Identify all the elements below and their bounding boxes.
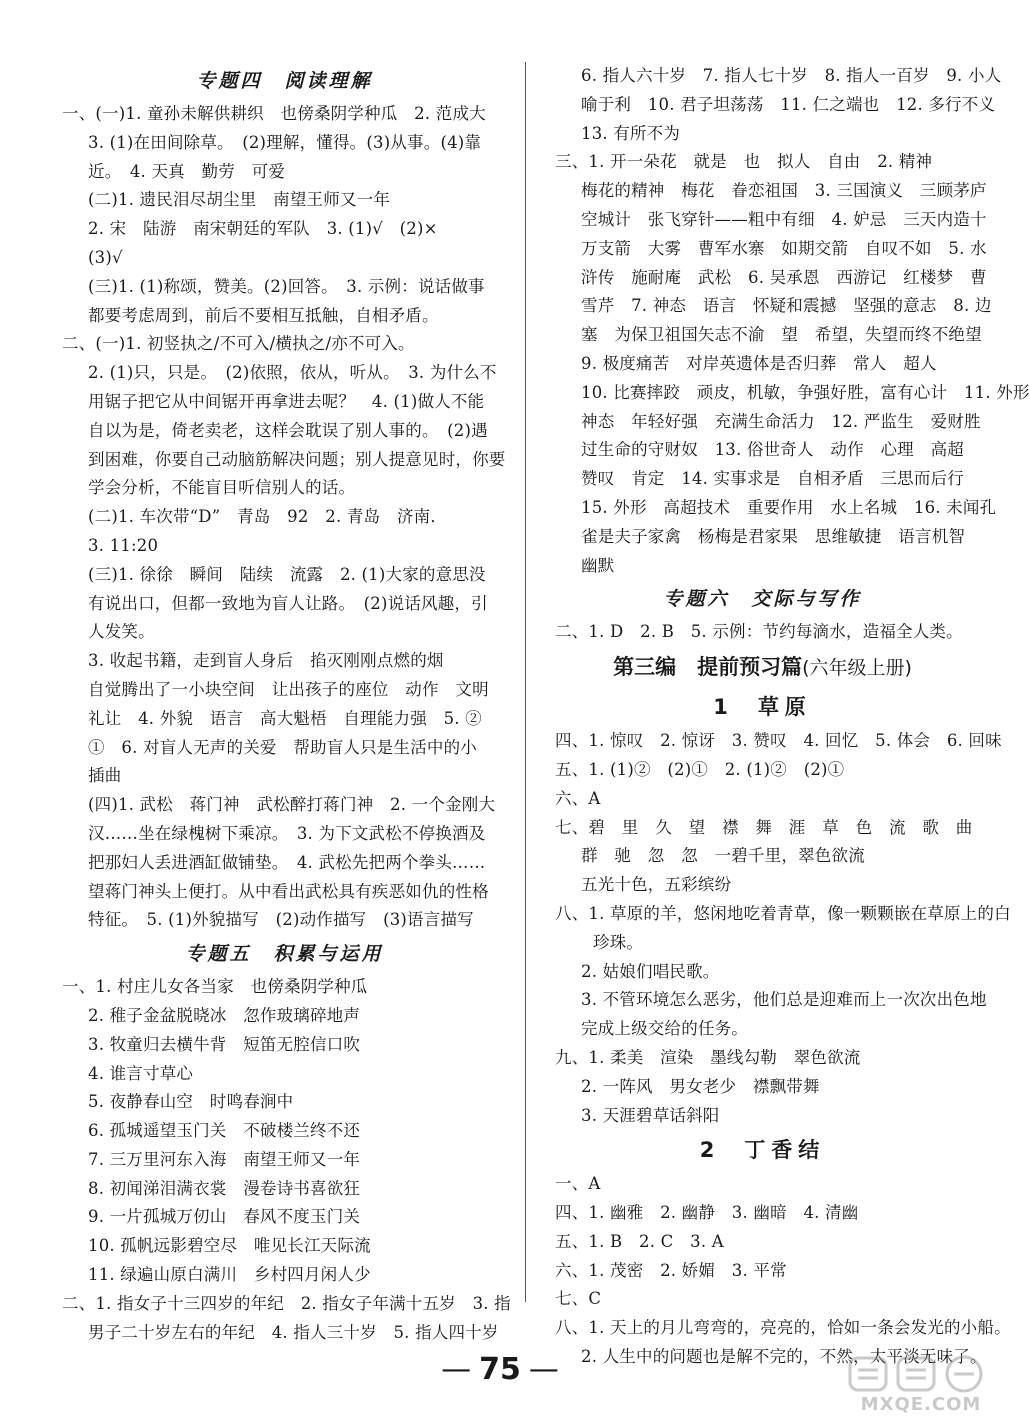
answer-line: 2. 姑娘们唱民歌。 [581, 961, 720, 981]
watermark-icon [846, 1352, 996, 1396]
lesson-title: 草原 [757, 695, 812, 720]
answer-line: 完成上级交给的任务。 [581, 1019, 748, 1039]
answer-line: 六、A [555, 788, 601, 808]
answer-line: 3. 不管环境怎么恶劣，他们总是迎难而上一次次出色地 [581, 990, 987, 1010]
column-divider [525, 62, 526, 1302]
answer-line: ① 6. 对盲人无声的关爱 帮助盲人只是生活中的小 [88, 737, 477, 757]
answer-line: 礼让 4. 外貌 语言 高大魁梧 自理能力强 5. ② [88, 708, 482, 728]
answer-line: 11. 绿遍山原白满川 乡村四月闲人少 [88, 1265, 371, 1285]
answer-line: 近。 4. 天真 勤劳 可爱 [88, 161, 286, 181]
right-column [555, 62, 1030, 1372]
page-number-value: 75 [479, 1352, 521, 1387]
answer-line: (二)1. 车次带“D” 青岛 92 2. 青岛 济南． [88, 507, 448, 527]
answer-line: (三)1. 徐徐 瞬间 陆续 流露 2. (1)大家的意思没 [88, 564, 486, 584]
answer-line: (二)1. 遗民泪尽胡尘里 南望王师又一年 [88, 190, 391, 210]
answer-line: 7. 三万里河东入海 南望王师又一年 [88, 1149, 361, 1169]
answer-line: 6. 指人六十岁 7. 指人七十岁 8. 指人一百岁 9. 小人 [581, 66, 1002, 85]
answer-line: 五光十色，五彩缤纷 [581, 875, 732, 895]
answer-line: 汉……坐在绿槐树下乘凉。 3. 为下文武松不停换酒及 [88, 823, 486, 843]
answer-line: 二、(一)1. 初竖执之/不可入/横执之/亦不可入。 [62, 334, 415, 354]
answer-line: 特征。 5. (1)外貌描写 (2)动作描写 (3)语言描写 [88, 910, 474, 930]
left-column [62, 62, 511, 1347]
section-heading: 专题六 交际与写作 [663, 588, 862, 611]
answer-line: 自以为是，倚老卖老，这样会耽误了别人事的。 (2)遇 [88, 420, 488, 440]
answer-line: 幽默 [581, 555, 615, 575]
answer-line: 六、1. 茂密 2. 娇媚 3. 平常 [555, 1260, 787, 1280]
answer-line: (四)1. 武松 蒋门神 武松醉打蒋门神 2. 一个金刚大 [88, 795, 496, 815]
answer-line: 13. 有所不为 [581, 123, 681, 143]
answer-line: 把那妇人丢进酒缸做铺垫。 4. 武松先把两个拳头…… [88, 852, 486, 872]
answer-line: 学会分析，不能盲目听信别人的话。 [88, 478, 356, 498]
part-heading-subtitle: (六年级上册) [802, 657, 912, 680]
answer-line: 八、1. 草原的羊，悠闲地吃着青草，像一颗颗嵌在草原上的白 [555, 903, 1011, 923]
answer-line: 都要考虑周到，前后不要相互抵触，自相矛盾。 [88, 305, 439, 325]
answer-line: 赞叹 肯定 14. 实事求是 自相矛盾 三思而后行 [581, 469, 964, 489]
answer-line: 二、1. D 2. B 5. 示例：节约每滴水，造福全人类。 [555, 622, 963, 642]
answer-line: 空城计 张飞穿针——粗中有细 4. 妒忌 三天内造十 [581, 209, 987, 229]
answer-line: 自觉腾出了一小块空间 让出孩子的座位 动作 文明 [88, 679, 489, 699]
answer-line: (三)1. (1)称颂，赞美。(2)回答。 3. 示例：说话做事 [88, 276, 485, 296]
answer-line: 五、1. (1)② (2)① 2. (1)② (2)① [555, 759, 845, 779]
part-heading-title: 第三编 提前预习篇 [613, 655, 803, 680]
answer-line: 浒传 施耐庵 武松 6. 吴承恩 西游记 红楼梦 曹 [581, 267, 987, 287]
answer-line: 2. 一阵风 男女老少 襟飘带舞 [581, 1076, 820, 1096]
answer-line: 5. 夜静春山空 时鸣春涧中 [88, 1092, 294, 1112]
answer-line: 望蒋门神头上便打。从中看出武松具有疾恶如仇的性格 [88, 881, 489, 901]
watermark-logo [846, 1352, 996, 1416]
answer-line: 6. 孤城遥望玉门关 不破楼兰终不还 [88, 1121, 361, 1141]
answer-line: 二、1. 指女子十三四岁的年纪 2. 指女子年满十五岁 3. 指 [62, 1293, 511, 1313]
answer-line: 一、1. 村庄儿女各当家 也傍桑阴学种瓜 [62, 977, 368, 997]
answer-line: 过生命的守财奴 13. 俗世奇人 动作 心理 高超 [581, 440, 964, 460]
part-heading [555, 647, 970, 687]
answer-line: 人发笑。 [88, 622, 155, 642]
answer-line: 万支箭 大雾 曹军水寨 如期交箭 自叹不如 5. 水 [581, 238, 987, 258]
answer-line: 塞 为保卫祖国矢志不渝 望 希望，失望而终不绝望 [581, 325, 982, 345]
lesson-heading [555, 687, 970, 727]
answer-line: 10. 比赛摔跤 顽皮，机敏，争强好胜，富有心计 11. 外形 [581, 382, 1030, 402]
section-heading: 专题五 积累与运用 [185, 943, 384, 966]
answer-line: 男子二十岁左右的年纪 4. 指人三十岁 5. 指人四十岁 [88, 1322, 499, 1342]
answer-line: 九、1. 柔美 渲染 墨线勾勒 翠色欲流 [555, 1047, 861, 1067]
page-number: — 75 — [441, 1352, 559, 1387]
answer-line: 3. 11:20 [88, 535, 159, 555]
answer-line: 雪芹 7. 神态 语言 怀疑和震撼 坚强的意志 8. 边 [581, 296, 992, 316]
answer-line: 插曲 [88, 766, 122, 786]
answer-line: 15. 外形 高超技术 重要作用 水上名城 16. 未闻孔 [581, 497, 997, 517]
answer-line: 神态 年轻好强 充满生命活力 12. 严监生 爱财胜 [581, 411, 981, 431]
answer-line: 9. 一片孤城万仞山 春风不度玉门关 [88, 1207, 361, 1227]
answer-line: 3. 天涯碧草话斜阳 [581, 1105, 720, 1125]
answer-line: 梅花的精神 梅花 眷恋祖国 3. 三国演义 三顾茅庐 [581, 181, 987, 201]
answer-line: 2. (1)只，只是。 (2)依照，依从，听从。 3. 为什么不 [88, 363, 497, 383]
answer-line: 4. 谁言寸草心 [88, 1063, 194, 1083]
answer-line: 雀是夫子家禽 杨梅是君家果 思维敏捷 语言机智 [581, 526, 966, 546]
answer-line: (3)√ [88, 247, 123, 267]
answer-line: 有说出口，但都一致地为盲人让路。 (2)说话风趣，引 [88, 593, 488, 613]
lesson-title: 丁香结 [744, 1138, 826, 1163]
lesson-number: 1 [713, 695, 734, 720]
answer-line: 七、C [555, 1289, 602, 1309]
answer-line: 3. 牧童归去横牛背 短笛无腔信口吹 [88, 1034, 361, 1054]
answer-line: 群 驰 忽 忽 一碧千里，翠色欲流 [581, 846, 865, 866]
answer-line: 三、1. 开一朵花 就是 也 拟人 自由 2. 精神 [555, 152, 933, 172]
answer-line: 喻于利 10. 君子坦荡荡 11. 仁之端也 12. 多行不义 [581, 94, 996, 114]
watermark-text: MXQE.COM [860, 1394, 982, 1415]
answer-line: 珍珠。 [593, 932, 644, 952]
answer-line: 八、1. 天上的月儿弯弯的，亮亮的，恰如一条会发光的小船。 [555, 1318, 1011, 1338]
answer-line: 一、A [555, 1174, 601, 1194]
answer-line: 3. (1)在田间除草。 (2)理解，懂得。(3)从事。(4)靠 [88, 132, 482, 152]
answer-line: 四、1. 惊叹 2. 惊讶 3. 赞叹 4. 回忆 5. 体会 6. 回味 [555, 731, 1002, 751]
answer-line: 四、1. 幽雅 2. 幽静 3. 幽暗 4. 清幽 [555, 1203, 859, 1223]
answer-line: 2. 人生中的问题也是解不完的，不然，太平淡无味了。 [581, 1347, 987, 1367]
answer-line: 到困难，你要自己动脑筋解决问题；别人提意见时，你要 [88, 449, 506, 469]
answer-line: 一、(一)1. 童孙未解供耕织 也傍桑阴学种瓜 2. 范成大 [62, 104, 486, 123]
section-heading: 专题四 阅读理解 [196, 70, 373, 92]
answer-line: 3. 收起书籍，走到盲人身后 掐灭刚刚点燃的烟 [88, 651, 444, 671]
answer-line: 用锯子把它从中间锯开再拿进去呢？ 4. (1)做人不能 [88, 391, 485, 411]
answer-line: 8. 初闻涕泪满衣裳 漫卷诗书喜欲狂 [88, 1178, 361, 1198]
answer-line: 2. 稚子金盆脱晓冰 忽作玻璃碎地声 [88, 1005, 361, 1025]
answer-line: 七、碧 里 久 望 襟 舞 涯 草 色 流 歌 曲 [555, 817, 973, 837]
lesson-heading [555, 1130, 970, 1170]
answer-line: 10. 孤帆远影碧空尽 唯见长江天际流 [88, 1236, 371, 1256]
answer-line: 2. 宋 陆游 南宋朝廷的军队 3. (1)√ (2)× [88, 219, 438, 239]
answer-line: 9. 极度痛苦 对岸英遗体是否归葬 常人 超人 [581, 353, 937, 373]
lesson-number: 2 [699, 1138, 721, 1163]
answer-line: 五、1. B 2. C 3. A [555, 1231, 724, 1251]
